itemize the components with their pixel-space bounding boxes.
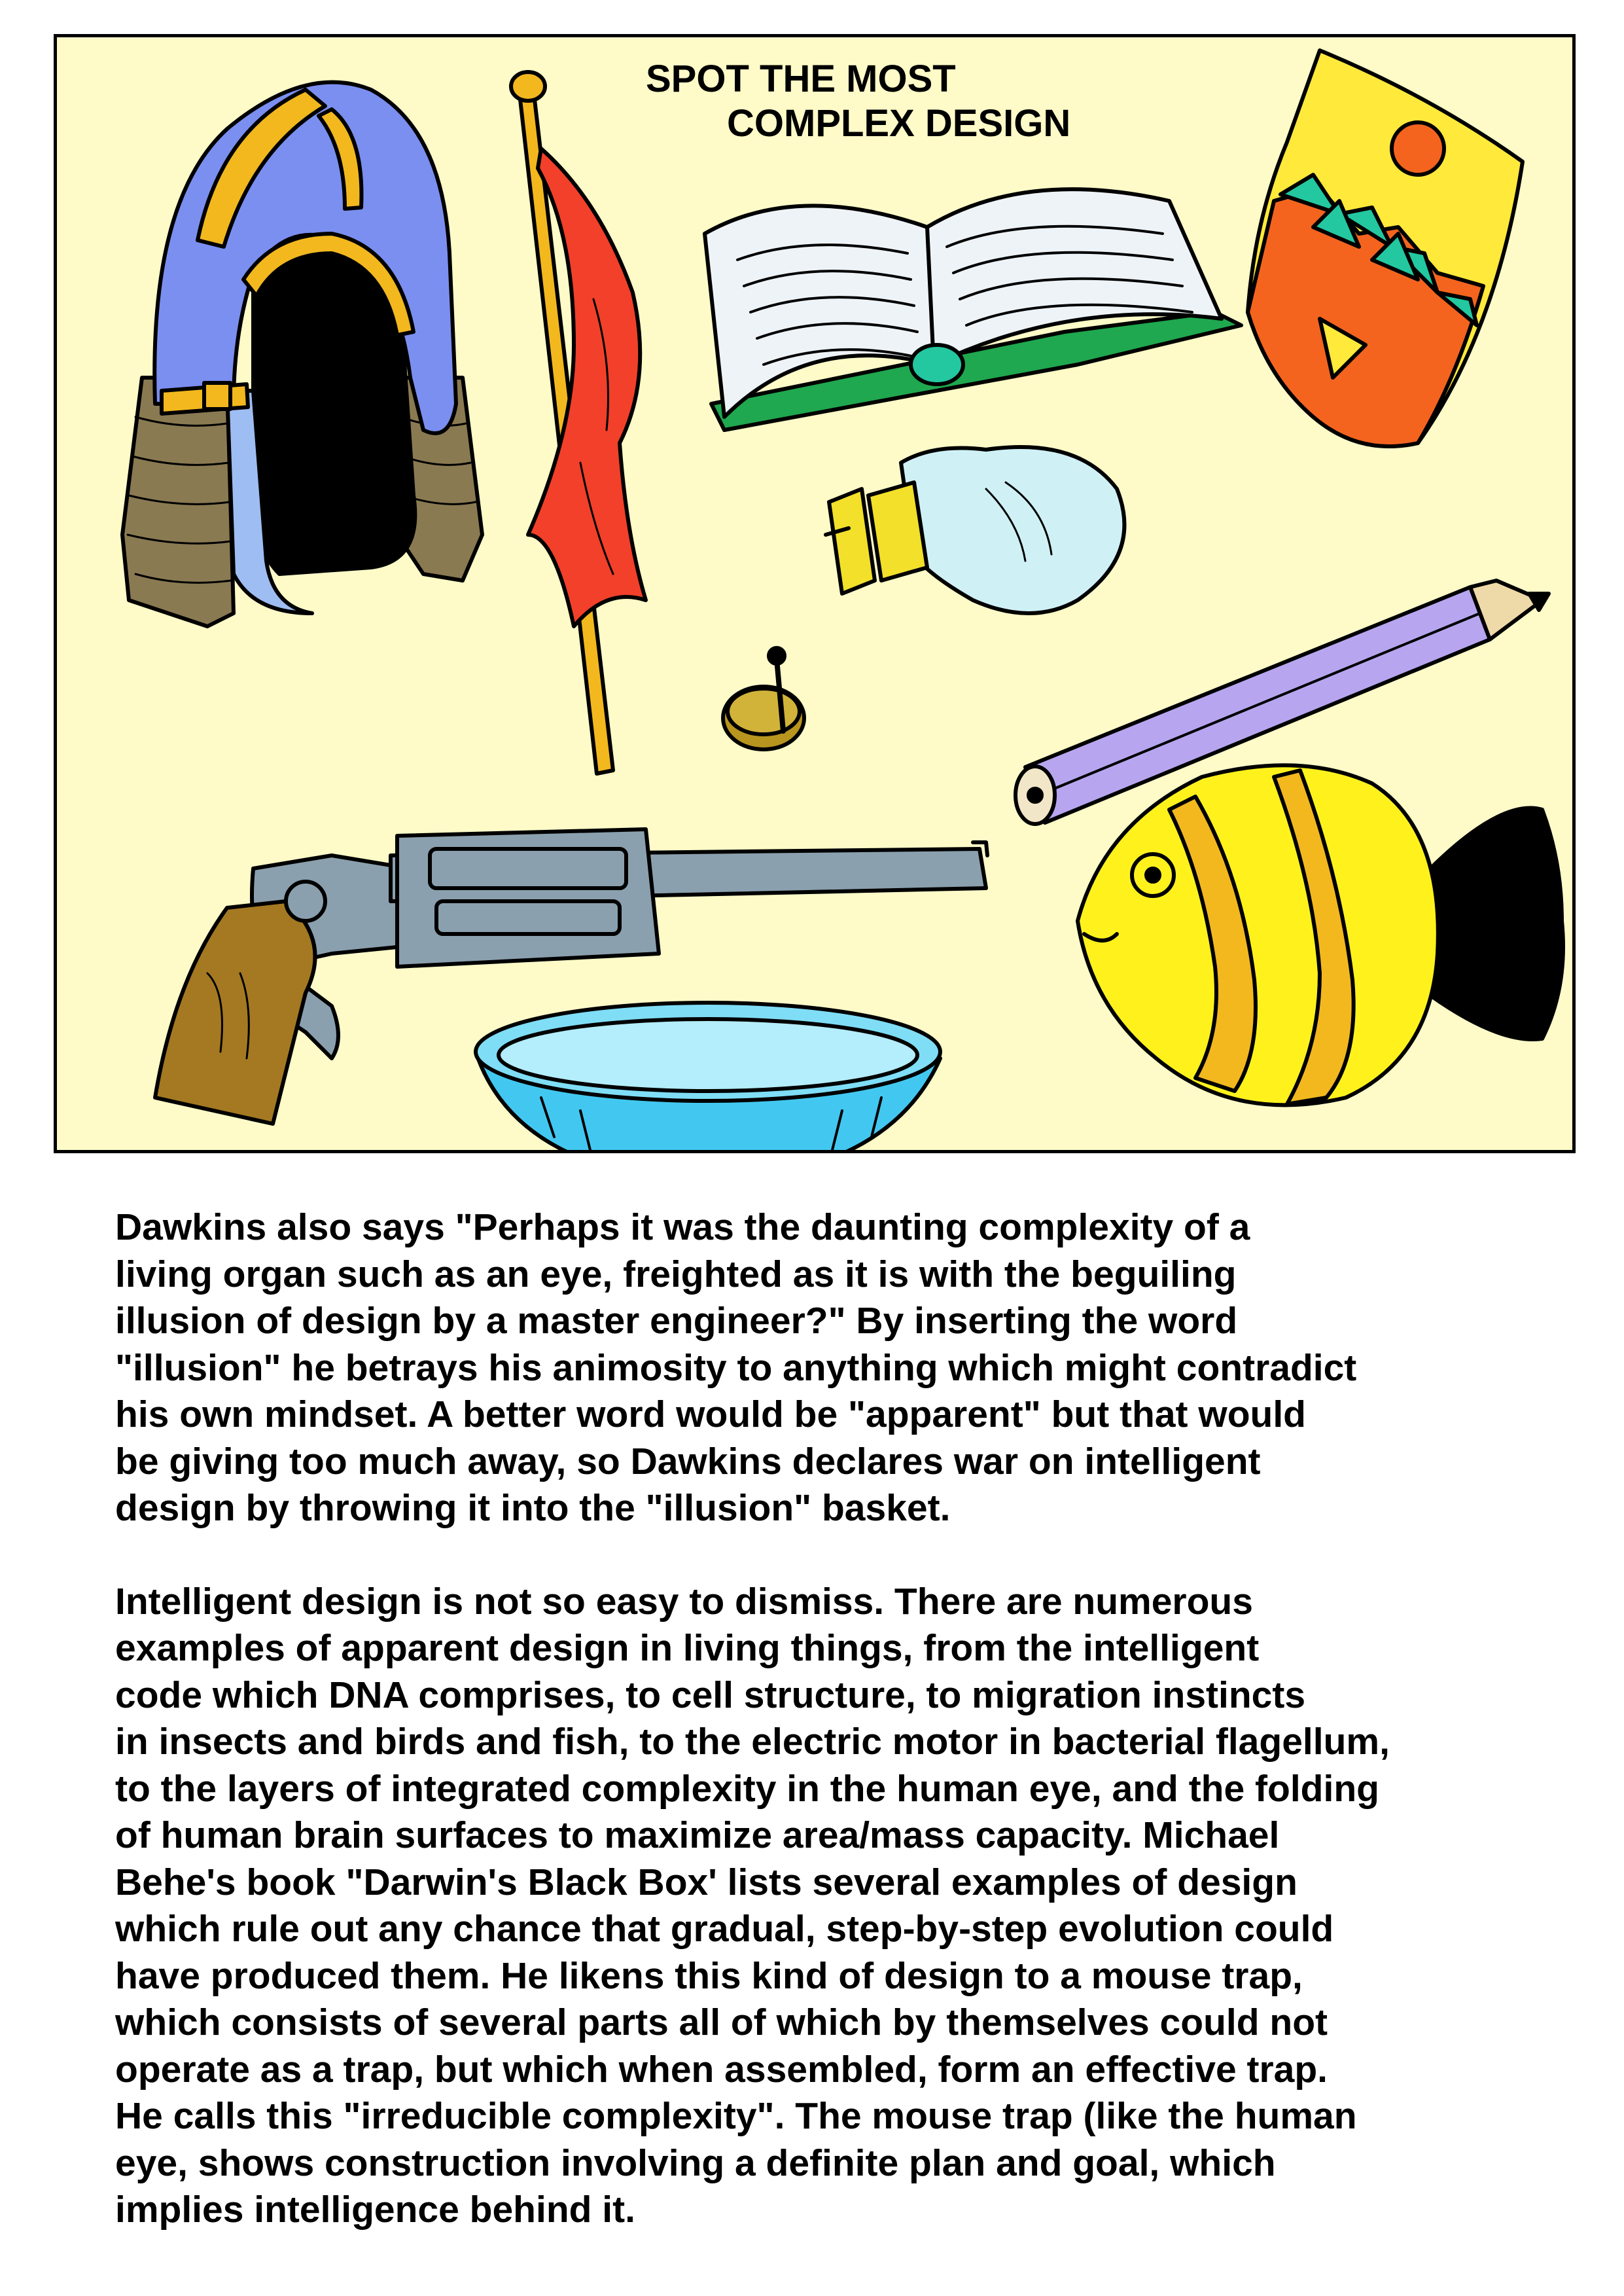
text-line: illusion of design by a master engineer?" By inserting the word <box>115 1300 1238 1342</box>
text-line: his own mindset. A better word would be "apparent" but that would <box>115 1393 1306 1435</box>
text-line: of human brain surfaces to maximize area/mass capacity. Michael <box>115 1814 1280 1856</box>
panel-title-line-1: SPOT THE MOST <box>646 58 956 100</box>
shield-icon <box>1248 50 1523 446</box>
bowl-icon <box>476 1003 940 1153</box>
text-line: in insects and birds and fish, to the electric motor in bacterial flagellum, <box>115 1721 1390 1763</box>
book-icon <box>705 189 1241 430</box>
text-line: implies intelligence behind it. <box>115 2189 635 2231</box>
text-line: Dawkins also says "Perhaps it was the daunting complexity of a <box>115 1206 1250 1248</box>
text-line: be giving too much away, so Dawkins declares war on intelligent <box>115 1440 1261 1482</box>
text-line: Behe's book "Darwin's Black Box' lists several examples of design <box>115 1861 1297 1903</box>
text-line: examples of apparent design in living things, from the intelligent <box>115 1627 1260 1669</box>
panel-title-line-2: COMPLEX DESIGN <box>727 102 1071 145</box>
illustration-panel <box>54 34 1576 1153</box>
spinning-top-icon <box>723 648 804 749</box>
body-text <box>115 1204 1522 2234</box>
text-line: He calls this "irreducible complexity". The mouse trap (like the human <box>115 2095 1357 2137</box>
flag-icon <box>511 72 646 774</box>
cartoon-objects <box>57 37 1576 1153</box>
text-line: which rule out any chance that gradual, step-by-step evolution could <box>115 1908 1334 1950</box>
text-line: code which DNA comprises, to cell structure, to migration instincts <box>115 1674 1306 1716</box>
text-line: which consists of several parts all of which by themselves could not <box>115 2001 1328 2043</box>
text-line: operate as a trap, but which when assembled, form an effective trap. <box>115 2048 1328 2090</box>
paragraph-1 <box>115 1204 1522 1532</box>
text-line: eye, shows construction involving a definite plan and goal, which <box>115 2142 1276 2184</box>
light-bulb-icon <box>826 447 1124 613</box>
text-line: "illusion" he betrays his animosity to anything which might contradict <box>115 1346 1357 1389</box>
text-line: living organ such as an eye, freighted as it is with the beguiling <box>115 1253 1237 1295</box>
text-line: design by throwing it into the "illusion" basket. <box>115 1487 951 1529</box>
text-line: Intelligent design is not so easy to dismiss. There are numerous <box>115 1580 1253 1623</box>
text-line: have produced them. He likens this kind of design to a mouse trap, <box>115 1954 1303 1997</box>
text-line: to the layers of integrated complexity in the human eye, and the folding <box>115 1767 1379 1810</box>
paragraph-2 <box>115 1579 1522 2234</box>
panel-title <box>646 57 1235 146</box>
helmet-icon <box>122 82 482 626</box>
fish-icon <box>1078 765 1563 1105</box>
